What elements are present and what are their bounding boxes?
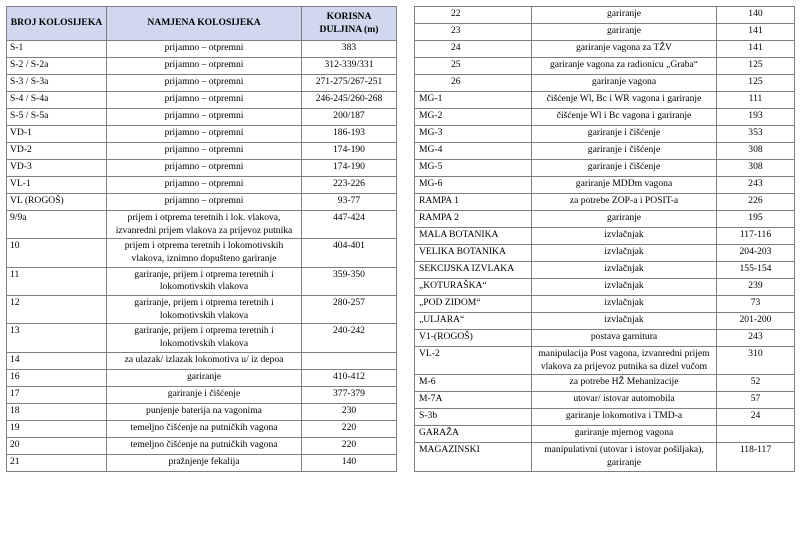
track-number-cell: 9/9a: [7, 211, 107, 239]
table-row: [415, 330, 795, 347]
table-row: [415, 443, 795, 471]
track-number-cell: „KOTURAŠKA“: [415, 279, 532, 296]
track-purpose-cell: za potrebe ZOP-a i POSIT-a: [532, 194, 717, 211]
track-purpose-cell: izvlačnjak: [532, 245, 717, 262]
table-row: [7, 420, 397, 437]
track-purpose-cell: čišćenje Wl, Bc i WR vagona i gariranje: [532, 92, 717, 109]
track-purpose-cell: gariranje lokomotiva i TMD-a: [532, 409, 717, 426]
table-row: [415, 228, 795, 245]
track-number-cell: V1-(ROGOŠ): [415, 330, 532, 347]
header-korisna-duljina: KORISNA DULJINA (m): [302, 7, 397, 41]
track-number-cell: 21: [7, 454, 107, 471]
track-purpose-cell: gariranje: [532, 7, 717, 24]
track-number-cell: S-3 / S-3a: [7, 75, 107, 92]
track-number-cell: S-5 / S-5a: [7, 109, 107, 126]
track-number-cell: 18: [7, 403, 107, 420]
track-length-cell: 377-379: [302, 386, 397, 403]
track-purpose-cell: prijamno – otpremni: [107, 58, 302, 75]
table-row: [415, 109, 795, 126]
table-row: [7, 267, 397, 295]
track-purpose-cell: prijamno – otpremni: [107, 41, 302, 58]
table-row: [7, 295, 397, 323]
track-length-cell: 141: [717, 41, 795, 58]
track-number-cell: MG-2: [415, 109, 532, 126]
track-purpose-cell: prijamno – otpremni: [107, 177, 302, 194]
track-length-cell: 353: [717, 126, 795, 143]
track-number-cell: 16: [7, 369, 107, 386]
track-number-cell: MG-6: [415, 177, 532, 194]
track-length-cell: 246-245/260-268: [302, 92, 397, 109]
track-number-cell: MG-3: [415, 126, 532, 143]
track-number-cell: 12: [7, 295, 107, 323]
table-row: [7, 324, 397, 352]
header-namjena-kolosijeka: NAMJENA KOLOSIJEKA: [107, 7, 302, 41]
table-row: [7, 403, 397, 420]
track-length-cell: 24: [717, 409, 795, 426]
track-purpose-cell: temeljno čišćenje na putničkih vagona: [107, 420, 302, 437]
track-number-cell: 17: [7, 386, 107, 403]
table-row: [7, 211, 397, 239]
track-length-cell: 243: [717, 330, 795, 347]
track-purpose-cell: gariranje, prijem i otprema teretnih i lokomotivskih vlakova: [107, 267, 302, 295]
track-length-cell: 73: [717, 296, 795, 313]
table-row: [415, 194, 795, 211]
track-purpose-cell: za potrebe HŽ Mehanizacije: [532, 375, 717, 392]
table-row: [415, 426, 795, 443]
table-row: [7, 177, 397, 194]
track-purpose-cell: gariranje, prijem i otprema teretnih i lokomotivskih vlakova: [107, 295, 302, 323]
table-row: [415, 409, 795, 426]
track-purpose-cell: prijem i otprema teretnih i lok. vlakova, izvanredni prijem vlakova za prijevoz putnika: [107, 211, 302, 239]
track-length-cell: 308: [717, 143, 795, 160]
table-row: [415, 75, 795, 92]
table-row: [415, 279, 795, 296]
track-number-cell: 25: [415, 58, 532, 75]
table-row: [415, 313, 795, 330]
track-length-cell: 125: [717, 75, 795, 92]
table-row: [415, 375, 795, 392]
table-row: [7, 369, 397, 386]
table-row: [7, 143, 397, 160]
track-number-cell: 22: [415, 7, 532, 24]
track-purpose-cell: prijamno – otpremni: [107, 160, 302, 177]
track-number-cell: 19: [7, 420, 107, 437]
track-length-cell: 204-203: [717, 245, 795, 262]
track-purpose-cell: gariranje i čišćenje: [532, 143, 717, 160]
track-purpose-cell: za ulazak/ izlazak lokomotiva u/ iz depoa: [107, 352, 302, 369]
table-row: [7, 454, 397, 471]
track-purpose-cell: prijamno – otpremni: [107, 92, 302, 109]
track-purpose-cell: temeljno čišćenje na putničkih vagona: [107, 437, 302, 454]
track-purpose-cell: izvlačnjak: [532, 313, 717, 330]
track-purpose-cell: manipulacija Post vagona, izvanredni prijem vlakova za prijevoz putnika sa dizel vučom: [532, 347, 717, 375]
track-number-cell: MG-5: [415, 160, 532, 177]
track-number-cell: S-4 / S-4a: [7, 92, 107, 109]
track-number-cell: VD-3: [7, 160, 107, 177]
track-length-cell: 243: [717, 177, 795, 194]
table-row: [415, 392, 795, 409]
track-purpose-cell: postava garnitura: [532, 330, 717, 347]
track-length-cell: 280-257: [302, 295, 397, 323]
track-length-cell: 200/187: [302, 109, 397, 126]
table-row: [7, 109, 397, 126]
table-row: [415, 211, 795, 228]
table-row: [7, 386, 397, 403]
table-row: [415, 7, 795, 24]
track-length-cell: 140: [717, 7, 795, 24]
track-number-cell: 13: [7, 324, 107, 352]
table-row: [415, 41, 795, 58]
track-length-cell: 230: [302, 403, 397, 420]
track-length-cell: 118-117: [717, 443, 795, 471]
track-length-cell: 174-190: [302, 160, 397, 177]
track-number-cell: 20: [7, 437, 107, 454]
track-purpose-cell: gariranje i čišćenje: [532, 126, 717, 143]
track-length-cell: 383: [302, 41, 397, 58]
table-row: [415, 24, 795, 41]
track-length-cell: 174-190: [302, 143, 397, 160]
track-number-cell: S-3b: [415, 409, 532, 426]
table-row: [7, 92, 397, 109]
track-number-cell: MG-1: [415, 92, 532, 109]
track-purpose-cell: gariranje i čišćenje: [107, 386, 302, 403]
track-length-cell: 193: [717, 109, 795, 126]
track-number-cell: S-1: [7, 41, 107, 58]
track-length-cell: 312-339/331: [302, 58, 397, 75]
track-length-cell: 359-350: [302, 267, 397, 295]
track-purpose-cell: gariranje: [532, 211, 717, 228]
track-number-cell: RAMPA 1: [415, 194, 532, 211]
table-row: [7, 58, 397, 75]
table-row: [415, 296, 795, 313]
track-table-right: [414, 6, 795, 472]
table-row: [7, 239, 397, 267]
table-row: [415, 245, 795, 262]
table-row: [7, 126, 397, 143]
track-number-cell: 23: [415, 24, 532, 41]
track-length-cell: 111: [717, 92, 795, 109]
track-purpose-cell: prijamno – otpremni: [107, 75, 302, 92]
track-purpose-cell: čišćenje Wl i Bc vagona i gariranje: [532, 109, 717, 126]
track-length-cell: 271-275/267-251: [302, 75, 397, 92]
track-length-cell: 404-401: [302, 239, 397, 267]
table-row: [415, 347, 795, 375]
track-purpose-cell: prijamno – otpremni: [107, 126, 302, 143]
track-number-cell: VELIKA BOTANIKA: [415, 245, 532, 262]
track-length-cell: 93-77: [302, 194, 397, 211]
table-row: [415, 92, 795, 109]
table-row: [7, 75, 397, 92]
header-broj-kolosijeka: BROJ KOLOSIJEKA: [7, 7, 107, 41]
track-number-cell: „ULJARA“: [415, 313, 532, 330]
track-number-cell: MALA BOTANIKA: [415, 228, 532, 245]
track-length-cell: 195: [717, 211, 795, 228]
track-purpose-cell: prijamno – otpremni: [107, 143, 302, 160]
track-length-cell: 308: [717, 160, 795, 177]
track-number-cell: GARAŽA: [415, 426, 532, 443]
table-row: [415, 160, 795, 177]
table-row: [415, 177, 795, 194]
track-number-cell: M-7A: [415, 392, 532, 409]
track-length-cell: 140: [302, 454, 397, 471]
table-row: [7, 194, 397, 211]
track-length-cell: 201-200: [717, 313, 795, 330]
track-number-cell: 11: [7, 267, 107, 295]
track-purpose-cell: izvlačnjak: [532, 279, 717, 296]
track-number-cell: RAMPA 2: [415, 211, 532, 228]
track-length-cell: 223-226: [302, 177, 397, 194]
track-table-left: [6, 6, 397, 472]
track-number-cell: 24: [415, 41, 532, 58]
track-purpose-cell: manipulativni (utovar i istovar pošiljaka), gariranje: [532, 443, 717, 471]
track-purpose-cell: gariranje vagona za radionicu „Graba“: [532, 58, 717, 75]
track-purpose-cell: prijamno – otpremni: [107, 194, 302, 211]
table-row: [415, 262, 795, 279]
track-purpose-cell: gariranje: [532, 24, 717, 41]
track-purpose-cell: pražnjenje fekalija: [107, 454, 302, 471]
track-number-cell: MAGAZINSKI: [415, 443, 532, 471]
track-length-cell: 226: [717, 194, 795, 211]
track-number-cell: MG-4: [415, 143, 532, 160]
track-number-cell: „POD ZIDOM“: [415, 296, 532, 313]
track-purpose-cell: izvlačnjak: [532, 296, 717, 313]
track-length-cell: [302, 352, 397, 369]
track-number-cell: VL (ROGOŠ): [7, 194, 107, 211]
track-length-cell: 125: [717, 58, 795, 75]
track-purpose-cell: izvlačnjak: [532, 228, 717, 245]
table-row: [415, 58, 795, 75]
table-row: [7, 160, 397, 177]
track-number-cell: M-6: [415, 375, 532, 392]
track-purpose-cell: gariranje i čišćenje: [532, 160, 717, 177]
table-row: [7, 437, 397, 454]
track-number-cell: 10: [7, 239, 107, 267]
track-length-cell: 239: [717, 279, 795, 296]
track-purpose-cell: gariranje vagona za TŽV: [532, 41, 717, 58]
track-length-cell: 310: [717, 347, 795, 375]
track-purpose-cell: gariranje: [107, 369, 302, 386]
track-length-cell: 155-154: [717, 262, 795, 279]
track-number-cell: VL-2: [415, 347, 532, 375]
track-purpose-cell: prijem i otprema teretnih i lokomotivskih vlakova, iznimno dopušteno gariranje: [107, 239, 302, 267]
table-header-row: [7, 7, 397, 41]
track-purpose-cell: utovar/ istovar automobila: [532, 392, 717, 409]
track-length-cell: 220: [302, 437, 397, 454]
track-length-cell: 220: [302, 420, 397, 437]
track-number-cell: VD-2: [7, 143, 107, 160]
track-number-cell: VL-1: [7, 177, 107, 194]
track-length-cell: 117-116: [717, 228, 795, 245]
track-number-cell: 14: [7, 352, 107, 369]
track-length-cell: 447-424: [302, 211, 397, 239]
track-length-cell: 410-412: [302, 369, 397, 386]
track-number-cell: SEKCIJSKA IZVLAKA: [415, 262, 532, 279]
track-purpose-cell: punjenje baterija na vagonima: [107, 403, 302, 420]
track-length-cell: 186-193: [302, 126, 397, 143]
track-number-cell: S-2 / S-2a: [7, 58, 107, 75]
track-purpose-cell: prijamno – otpremni: [107, 109, 302, 126]
track-purpose-cell: gariranje MDDm vagona: [532, 177, 717, 194]
table-row: [7, 352, 397, 369]
track-number-cell: 26: [415, 75, 532, 92]
track-number-cell: VD-1: [7, 126, 107, 143]
track-length-cell: 240-242: [302, 324, 397, 352]
track-length-cell: [717, 426, 795, 443]
track-purpose-cell: gariranje mjernog vagona: [532, 426, 717, 443]
track-purpose-cell: izvlačnjak: [532, 262, 717, 279]
table-row: [415, 126, 795, 143]
track-purpose-cell: gariranje, prijem i otprema teretnih i lokomotivskih vlakova: [107, 324, 302, 352]
table-row: [7, 41, 397, 58]
track-purpose-cell: gariranje vagona: [532, 75, 717, 92]
track-length-cell: 57: [717, 392, 795, 409]
track-length-cell: 141: [717, 24, 795, 41]
table-row: [415, 143, 795, 160]
track-length-cell: 52: [717, 375, 795, 392]
